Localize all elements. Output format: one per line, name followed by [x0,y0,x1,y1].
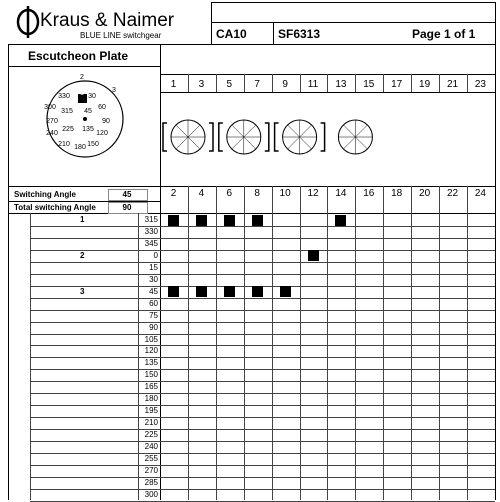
column-divider [355,186,356,500]
angle-label: 270 [144,465,158,475]
column-divider [411,186,412,500]
terminal-number-bottom: 4 [198,188,205,199]
column-divider [383,186,384,500]
row-divider [30,441,495,442]
terminal-number-top: 3 [198,79,205,90]
contact-spoke [288,125,300,137]
angle-label: 150 [144,370,158,380]
row-divider [30,310,495,311]
dial-label: 225 [62,126,74,133]
dial-label: 3 [112,87,116,94]
contact-spoke [244,125,256,137]
contact-spoke [232,125,244,137]
switching-angle-label: Switching Angle [14,190,76,199]
dial-label: 2 [80,74,84,81]
angle-label: 330 [144,226,158,236]
column-divider [300,186,301,500]
escutcheon-title: Escutcheon Plate [28,49,129,63]
contact-spoke [300,125,312,137]
contact-spoke [176,137,188,149]
row-divider [30,429,495,430]
row-divider [30,345,495,346]
row-divider [30,393,495,394]
angle-label: 105 [144,334,158,344]
contact-spoke [300,137,312,149]
contact-closed-marker [252,215,263,226]
contact-bracket [321,123,325,151]
row-divider [30,322,495,323]
contact-closed-marker [252,286,263,297]
angle-label: 45 [149,286,158,296]
angle-label: 315 [144,215,158,224]
dial-label: 270 [46,118,58,125]
column-divider-top [411,74,412,92]
total-switching-angle-value: 90 [122,203,132,212]
contact-closed-marker [308,250,319,261]
row-divider [30,262,495,263]
row-divider [30,226,495,227]
column-divider-top [383,74,384,92]
switching-angle-value: 45 [122,190,132,199]
angle-label: 300 [144,489,158,499]
terminal-number-top: 13 [335,79,347,90]
terminal-number-bottom: 8 [254,188,260,199]
terminal-number-bottom: 14 [335,188,347,199]
row-divider [30,417,495,418]
row-divider [30,453,495,454]
row-divider [30,381,495,382]
column-divider [216,186,217,500]
contact-closed-marker [196,215,207,226]
contact-diagram [160,95,495,185]
contact-spoke [188,137,200,149]
contact-closed-marker [196,286,207,297]
contact-bracket [163,123,167,151]
model-code: CA10 [216,27,247,41]
total-switching-angle-label: Total switching Angle [14,203,96,212]
dial-label: 135 [82,126,94,133]
contact-spoke [244,137,256,149]
angle-label: 180 [144,394,158,404]
terminal-number-bottom: 20 [419,188,431,199]
dial-label: 45 [84,108,92,115]
terminal-number-bottom: 24 [474,188,486,199]
angle-label: 30 [149,274,158,284]
terminal-number-bottom: 18 [391,188,403,199]
column-divider-top [467,74,468,92]
column-divider [439,186,440,500]
grid-left-divider [30,213,31,500]
contact-spoke [188,125,200,137]
angle-label: 165 [144,382,158,392]
angle-label: 240 [144,442,158,452]
position-label: 1 [80,215,85,224]
contact-spoke [343,137,355,149]
terminal-number-bottom: 2 [170,188,177,199]
column-divider-top [216,74,217,92]
angle-label: 195 [144,406,158,416]
angle-label: 75 [149,310,158,320]
page-indicator: Page 1 of 1 [412,27,476,41]
angle-label: 225 [144,430,158,440]
terminal-number-top: 19 [419,79,431,90]
angle-label: 15 [149,262,158,272]
row-divider [30,274,495,275]
column-divider [467,186,468,500]
column-divider-top [327,74,328,92]
row-divider [30,357,495,358]
contact-closed-marker [224,286,235,297]
column-divider-top [439,74,440,92]
dial-label: 150 [87,141,99,148]
column-divider-top [188,74,189,92]
terminal-number-top: 23 [474,79,486,90]
row-divider [30,238,495,239]
terminal-number-top: 9 [282,79,288,90]
row-divider [30,250,495,251]
contact-bracket [219,123,223,151]
column-divider [327,186,328,500]
row-divider [30,465,495,466]
dial-label: 300 [44,104,56,111]
dial-label: 120 [96,130,108,137]
terminal-number-top: 5 [226,79,233,90]
terminal-number-bottom: 10 [279,188,291,199]
angle-label: 120 [144,346,158,356]
angle-label: 90 [149,322,158,332]
column-divider [272,186,273,500]
contact-bracket [275,123,279,151]
terminal-number-top: 7 [254,79,260,90]
brand-name: Kraus & Naimer [40,10,175,31]
contact-closed-marker [335,215,346,226]
angle-label: 285 [144,477,158,487]
dial-label: 1 [80,90,84,97]
dial-label: 315 [61,108,73,115]
dial-label: 30 [88,93,96,100]
contact-spoke [232,137,244,149]
terminal-number-bottom: 12 [307,188,319,199]
terminal-number-bottom: 6 [226,188,233,199]
dial-label: 210 [58,141,70,148]
contact-bracket [209,123,213,151]
contact-spoke [288,137,300,149]
column-divider [244,186,245,500]
angle-label: 210 [144,418,158,428]
terminal-number-top: 1 [170,79,177,90]
angle-label: 255 [144,454,158,463]
row-divider [30,369,495,370]
terminal-number-top: 21 [446,79,459,90]
contact-closed-marker [280,286,291,297]
row-divider [30,489,495,490]
dial-label: 240 [46,130,58,137]
contact-spoke [176,125,188,137]
angle-label: 0 [153,250,158,260]
row-divider [30,405,495,406]
contact-closed-marker [168,286,179,297]
contact-bracket [265,123,269,151]
position-label: 3 [80,286,85,296]
terminal-number-top: 17 [391,79,403,90]
position-label: 2 [80,250,85,260]
angle-label: 135 [144,358,158,368]
angle-label: 345 [144,238,158,248]
dial-label: 60 [98,104,106,111]
row-divider [30,477,495,478]
column-divider [188,186,189,500]
terminal-number-top: 15 [363,79,375,90]
dial-label: 330 [58,93,70,100]
product-code: SF6313 [278,27,321,41]
terminal-number-bottom: 16 [363,188,375,199]
row-divider [30,298,495,299]
contact-spoke [355,137,367,149]
column-divider-top [244,74,245,92]
brand-subtitle: BLUE LINE switchgear [80,31,162,40]
contact-spoke [343,125,355,137]
row-divider [30,334,495,335]
terminal-number-top: 11 [307,79,319,90]
column-divider-top [300,74,301,92]
angle-label: 60 [149,298,158,308]
angle-column-divider [138,213,139,500]
contact-spoke [355,125,367,137]
contact-closed-marker [168,215,179,226]
terminal-number-bottom: 22 [446,188,459,199]
dial-label: 180 [74,144,86,151]
column-divider-top [355,74,356,92]
contact-closed-marker [224,215,235,226]
column-divider-top [272,74,273,92]
dial-label: 90 [102,118,110,125]
